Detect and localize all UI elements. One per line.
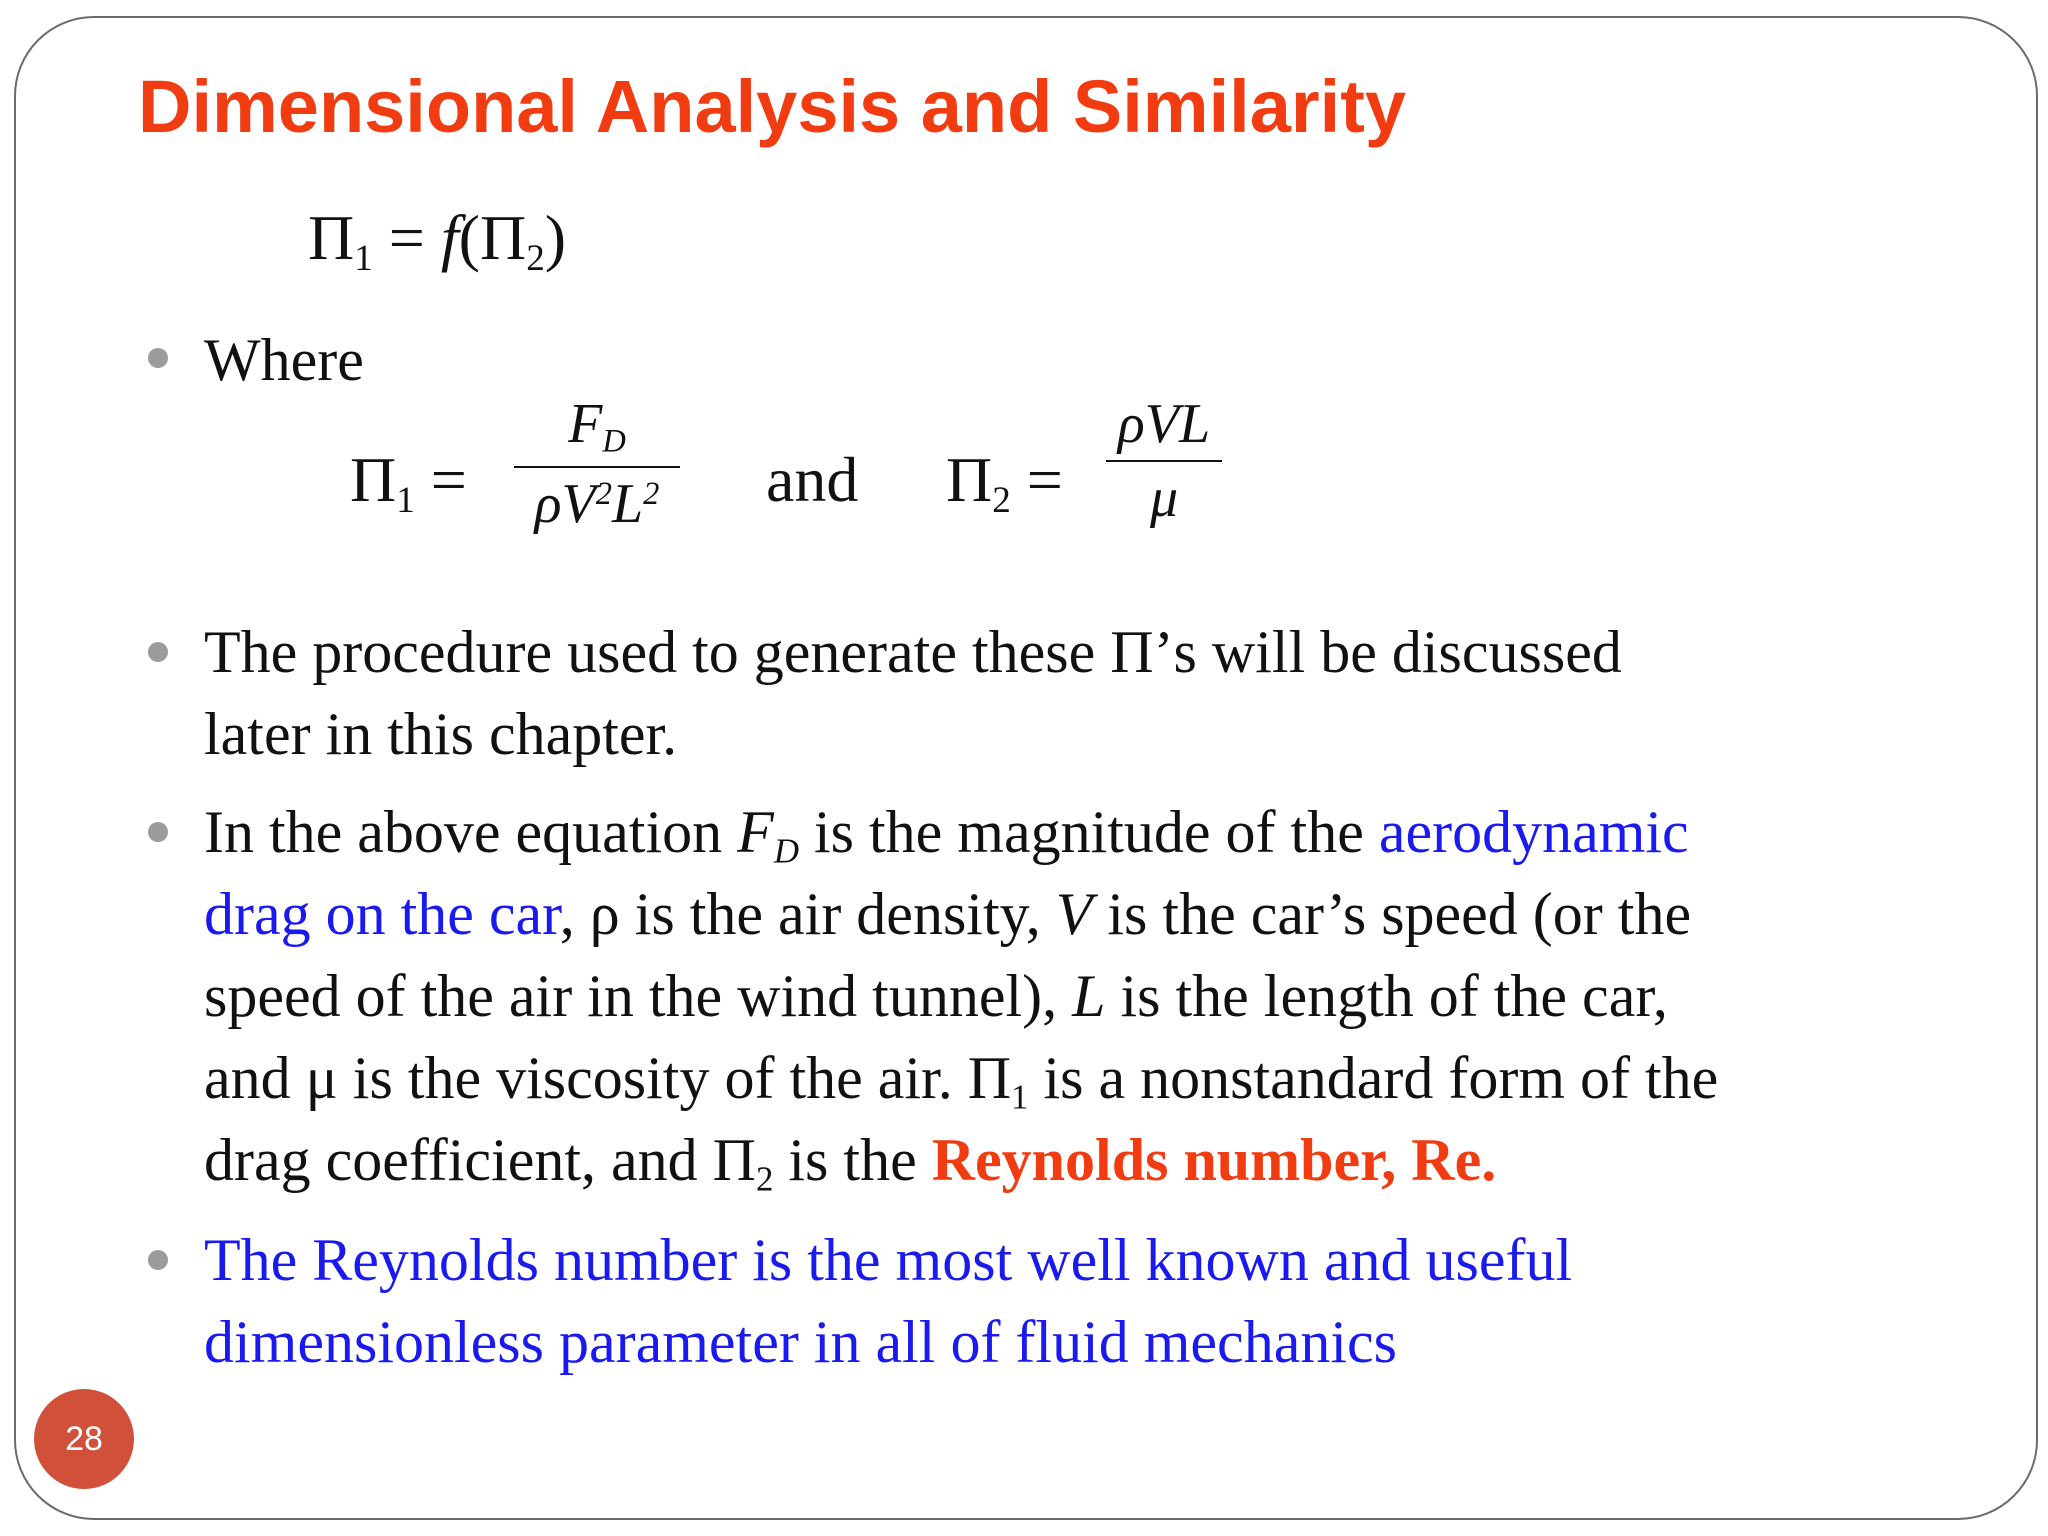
bullet-procedure-line2: later in this chapter. — [204, 701, 678, 767]
bullet-dot — [148, 1250, 168, 1270]
v-symbol: V — [1055, 881, 1093, 947]
pi1-denominator — [514, 473, 680, 536]
pi2-sub: 2 — [992, 480, 1011, 522]
pi1-fraction-bar — [514, 466, 680, 468]
bullet-equation-line5 — [204, 1127, 1497, 1199]
bullet-reynolds-line1: The Reynolds number is the most well known and useful — [204, 1227, 1573, 1293]
pi2-numerator: ρVL — [1117, 393, 1211, 455]
pi1-label — [350, 444, 467, 522]
text: is the car’s speed (or the — [1092, 881, 1692, 947]
den-rho-v: ρV — [534, 473, 596, 536]
bullet-procedure-line1: The procedure used to generate these Π’s will be discussed — [204, 619, 1622, 685]
bullet-where: Where — [204, 327, 364, 393]
eq-pi: Π — [308, 202, 355, 273]
highlight-text: aerodynamic — [1378, 799, 1689, 865]
eq-close: ) — [544, 202, 567, 273]
bullet-equation-line3 — [204, 963, 1668, 1029]
equation-definitions — [350, 393, 1250, 566]
bullet-dot — [148, 348, 168, 368]
eq-func: f — [440, 202, 459, 273]
pi2-symbol: Π — [946, 444, 993, 515]
fd-symbol: F — [737, 799, 774, 865]
bullet-equation-line4 — [204, 1045, 1719, 1117]
den-sup1: 2 — [595, 476, 612, 513]
text: is a nonstandard form of the — [1028, 1045, 1719, 1111]
slide-title: Dimensional Analysis and Similarity — [138, 65, 1407, 148]
text: is the — [773, 1127, 932, 1193]
page-number-badge: 28 — [34, 1389, 134, 1489]
highlight-text: drag on the car — [204, 881, 560, 947]
fd-base: F — [568, 393, 603, 455]
den-sup2: 2 — [643, 476, 660, 513]
bullet-reynolds-line2: dimensionless parameter in all of fluid mechanics — [204, 1309, 1397, 1375]
fd-sub: D — [602, 423, 626, 460]
text: speed of the air in the wind tunnel), — [204, 963, 1073, 1029]
eq-equals: = — [388, 202, 425, 273]
bullet-dot — [148, 822, 168, 842]
eq-arg-sub: 2 — [526, 238, 545, 280]
text: is the magnitude of the — [798, 799, 1379, 865]
pi1-symbol: Π — [350, 444, 397, 515]
eq-sub: 1 — [354, 238, 373, 280]
text: , ρ is the air density, — [559, 881, 1056, 947]
pi1-sub: 1 — [396, 480, 415, 522]
reynolds-highlight: Reynolds number, Re. — [931, 1127, 1497, 1193]
text: is the length of the car, — [1105, 963, 1668, 1029]
bullet-equation-line1 — [204, 799, 1689, 871]
equation-pi1-function — [308, 202, 567, 280]
pi2-fraction — [1106, 393, 1222, 529]
pi-sub: 2 — [755, 1159, 774, 1199]
text: In the above equation — [204, 799, 738, 865]
pi2-label — [946, 444, 1063, 522]
bullet-equation-line2 — [204, 881, 1692, 947]
l-symbol: L — [1072, 963, 1106, 1029]
pi-sub: 1 — [1011, 1077, 1029, 1117]
pi2-denominator: μ — [1149, 467, 1179, 529]
pi1-equals: = — [430, 444, 467, 515]
text: and μ is the viscosity of the air. Π — [204, 1045, 1012, 1111]
den-l: L — [611, 473, 644, 536]
pi1-fraction — [514, 393, 680, 536]
eq-open: (Π — [458, 202, 527, 273]
and-word: and — [766, 444, 859, 515]
text: drag coefficient, and Π — [204, 1127, 756, 1193]
pi1-numerator — [514, 393, 680, 460]
fd-sub: D — [773, 831, 799, 871]
pi2-fraction-bar — [1106, 460, 1222, 462]
bullet-dot — [148, 642, 168, 662]
pi2-equals: = — [1026, 444, 1063, 515]
